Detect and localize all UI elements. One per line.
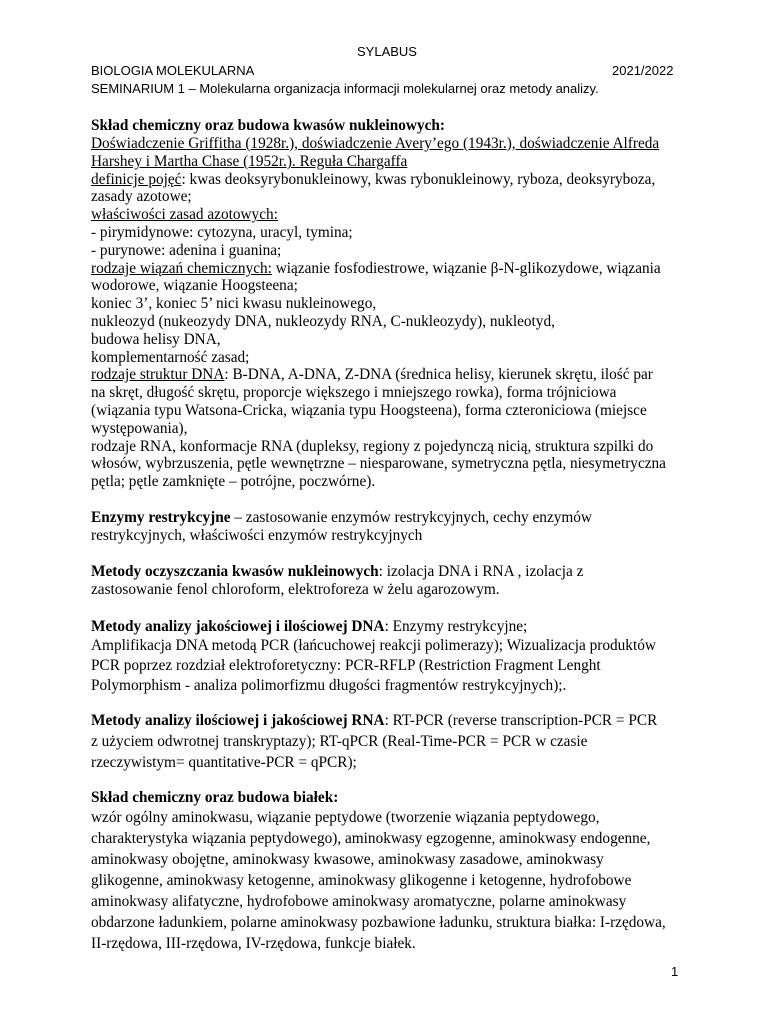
- section-heading: Enzymy restrykcyjne: [91, 509, 231, 526]
- text-line: wzór ogólny aminokwasu, wiązanie peptydowe (tworzenie wiązania peptydowego,: [91, 809, 600, 826]
- document-title: SYLABUS: [357, 44, 417, 59]
- text-line: restrykcyjnych, właściwości enzymów restrykcyjnych: [91, 527, 423, 544]
- text-line: pętla; pętle zamknięte – potrójne, poczwórne).: [91, 473, 376, 490]
- text-line: Polymorphism - analiza polimorfizmu długości fragmentów restrykcyjnych);.: [91, 677, 567, 694]
- text-line: rodzaje RNA, konformacje RNA (dupleksy, regiony z pojedynczą nicią, struktura szpilki do: [91, 438, 654, 455]
- text-line: włosów, wybrzuszenia, pętle wewnętrzne – niesparowane, symetryczna pętla, niesymetryczna: [91, 455, 666, 472]
- page-number: 1: [671, 964, 679, 979]
- text-line: budowa helisy DNA,: [91, 331, 221, 348]
- course-name: BIOLOGIA MOLEKULARNA: [91, 63, 255, 78]
- dna-structures-label: rodzaje struktur DNA: [91, 366, 225, 383]
- section-heading: Metody analizy ilościowej i jakościowej RNA: [91, 712, 385, 729]
- bond-types-text: wiązanie fosfodiestrowe, wiązanie β-N-glikozydowe, wiązania: [271, 260, 661, 277]
- text-line: wodorowe, wiązanie Hoogsteena;: [91, 277, 298, 294]
- definitions-text: : kwas deoksyrybonukleinowy, kwas rybonukleinowy, ryboza, deoksyryboza,: [181, 171, 656, 188]
- bases-properties-label: właściwości zasad azotowych:: [91, 206, 278, 223]
- section-heading: Metody analizy jakościowej i ilościowej DNA: [91, 618, 385, 635]
- text-line: koniec 3’, koniec 5’ nici kwasu nukleinowego,: [91, 295, 377, 312]
- text-line: aminokwasy obojętne, aminokwasy kwasowe, aminokwasy zasadowe, aminokwasy: [91, 851, 604, 868]
- text-line: z użyciem odwrotnej transkryptazy); RT-qPCR (Real-Time-PCR = PCR w czasie: [91, 733, 588, 750]
- text-line: obdarzone ładunkiem, polarne aminokwasy pozbawione ładunku, struktura białka: I-rzędowa,: [91, 914, 666, 931]
- text-line: PCR poprzez rozdział elektroforetyczny: PCR-RFLP (Restriction Fragment Lenght: [91, 657, 601, 674]
- text-line: zasady azotowe;: [91, 188, 192, 205]
- text-line: : izolacja DNA i RNA , izolacja z: [378, 563, 584, 580]
- text-line: (wiązania typu Watsona-Cricka, wiązania typu Hoogsteena), forma czteroniciowa (miejsce: [91, 402, 647, 419]
- text-line: - purynowe: adenina i guanina;: [91, 242, 282, 259]
- text-line: Amplifikacja DNA metodą PCR (łańcuchowej reakcji polimerazy); Wizualizacja produktów: [91, 637, 656, 654]
- text-line: : RT-PCR (reverse transcription-PCR = PCR: [384, 712, 658, 729]
- text-line: : Enzymy restrykcyjne;: [384, 618, 528, 635]
- text-line: - pirymidynowe: cytozyna, uracyl, tymina;: [91, 224, 353, 241]
- text-line: komplementarność zasad;: [91, 349, 250, 366]
- text-line: nukleozyd (nukeozydy DNA, nukleozydy RNA, C-nukleozydy), nukleotyd,: [91, 313, 555, 330]
- bond-types-label: rodzaje wiązań chemicznych:: [91, 260, 272, 277]
- seminar-title: SEMINARIUM 1 – Molekularna organizacja informacji molekularnej oraz metody analizy.: [91, 81, 599, 96]
- text-line: rzeczywistym= quantitative-PCR = qPCR);: [91, 754, 357, 771]
- text-line: występowania),: [91, 420, 188, 437]
- experiments-line: Doświadczenie Griffitha (1928r.), doświadczenie Avery’ego (1943r.), doświadczenie Alfreda: [91, 135, 660, 152]
- definitions-label: definicje pojęć: [91, 171, 182, 188]
- text-line: charakterystyka wiązania peptydowego), aminokwasy egzogenne, aminokwasy endogenne,: [91, 830, 651, 847]
- section-heading: Metody oczyszczania kwasów nukleinowych: [91, 563, 379, 580]
- text-line: II-rzędowa, III-rzędowa, IV-rzędowa, funkcje białek.: [91, 935, 416, 952]
- text-line: – zastosowanie enzymów restrykcyjnych, cechy enzymów: [230, 509, 592, 526]
- text-line: zastosowanie fenol chloroform, elektroforeza w żelu agarozowym.: [91, 581, 500, 598]
- experiments-line: Harshey i Martha Chase (1952r.). Reguła Chargaffa: [91, 153, 408, 170]
- section-heading: Skład chemiczny oraz budowa kwasów nukleinowych:: [91, 117, 446, 134]
- text-line: glikogenne, aminokwasy ketogenne, aminokwasy glikogenne i ketogenne, hydrofobowe: [91, 872, 632, 889]
- text-line: na skręt, długość skrętu, proporcje większego i mniejszego rowka), forma trójniciowa: [91, 384, 617, 401]
- section-heading: Skład chemiczny oraz budowa białek:: [91, 789, 339, 806]
- academic-year: 2021/2022: [612, 63, 674, 78]
- dna-structures-text: : B-DNA, A-DNA, Z-DNA (średnica helisy, kierunek skrętu, ilość par: [224, 366, 653, 383]
- text-line: aminokwasy alifatyczne, hydrofobowe aminokwasy aromatyczne, polarne aminokwasy: [91, 893, 627, 910]
